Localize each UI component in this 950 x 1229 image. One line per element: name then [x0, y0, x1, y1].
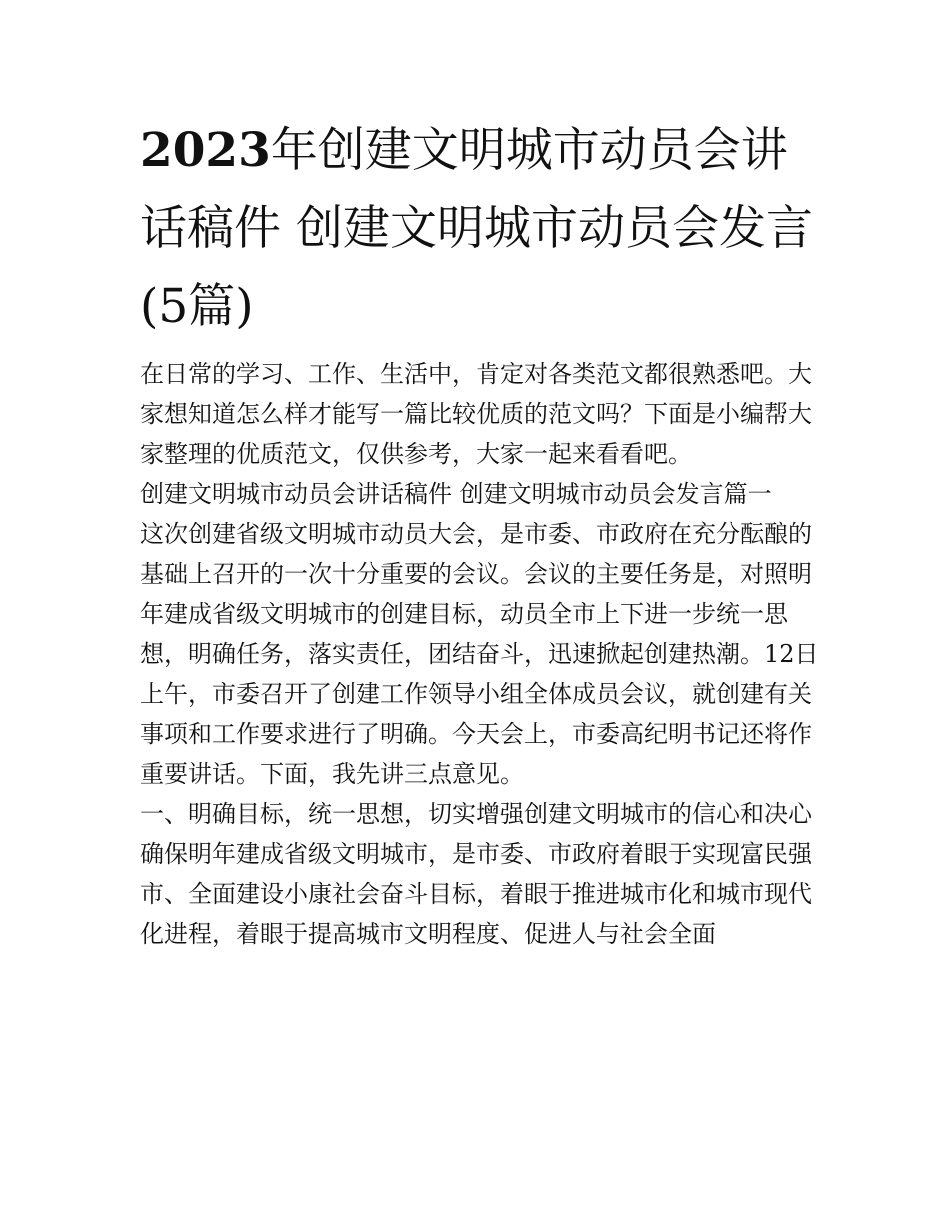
- paragraph-section-heading: 创建文明城市动员会讲话稿件 创建文明城市动员会发言篇一: [140, 480, 772, 508]
- title-text: 年创建文明城市动员会讲话稿件 创建文明城市动员会发言(5篇): [140, 123, 813, 334]
- paragraph-intro: 在日常的学习、工作、生活中，肯定对各类范文都很熟悉吧。大家想知道怎么样才能写一篇比较优质的范文吗？下面是小编帮大家整理的优质范文，仅供参考，大家一起来看看吧。: [140, 360, 812, 468]
- paragraph-body-1: 这次创建省级文明城市动员大会，是市委、市政府在充分酝酿的基础上召开的一次十分重要的会议。会议的主要任务是，对照明年建成省级文明城市的创建目标，动员全市上下进一步统一思想，明确任务，落实责任，团结奋斗，迅速掀起创建热潮。12日上午，市委召开了创建工作领导小组全体成员会议，就创建有关事项和工作要求进行了明确。今天会上，市委高纪明书记还将作重要讲话。下面，我先讲三点意见。: [140, 520, 819, 788]
- paragraph-body-2: 一、明确目标，统一思想，切实增强创建文明城市的信心和决心确保明年建成省级文明城市，是市委、市政府着眼于实现富民强市、全面建设小康社会奋斗目标，着眼于推进城市化和城市现代化进程，着眼于提高城市文明程度、促进人与社会全面: [140, 800, 812, 948]
- title-year: 2023: [140, 123, 271, 178]
- document-page: [140, 112, 820, 954]
- document-title: [140, 112, 820, 346]
